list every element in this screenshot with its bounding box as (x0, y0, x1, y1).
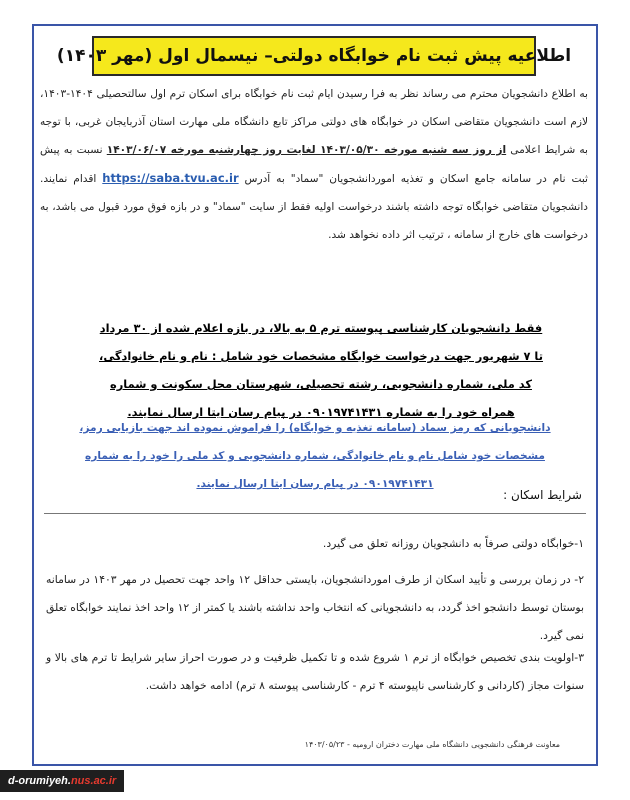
site-watermark-badge (0, 770, 124, 792)
conditions-divider (44, 513, 586, 514)
condition-item-3: ۳-اولویت بندی تخصیص خوابگاه از ترم ۱ شروع شده و تا تکمیل ظرفیت و در صورت احراز سایر شرایط تا ترم های بالا و سنوات مجاز (کاردانی و کارشناسی ناپیوسته ۴ ترم - کارشناسی پیوسته ۸ ترم) ادامه خواهد داشت. (46, 651, 585, 692)
condition-item-1: ۱-خوابگاه دولتی صرفاً به دانشجویان روزانه تعلق می گیرد. (322, 537, 584, 550)
senior-students-notice (96, 314, 546, 426)
samad-link[interactable]: https://saba.tvu.ac.ir (102, 171, 239, 185)
password-recovery-text: دانشجویانی که رمز سماد (سامانه تغذیه و خوابگاه) را فراموش نموده اند جهت بازیابی رمز، مشخصات خود شامل نام و نام خانوادگی، شماره دانشجویی و کد ملی را خود را به شماره ۰۹۰۱۹۷۴۱۴۳۱ در پیام رسان ایتا ارسال نمایند. (79, 422, 551, 490)
intro-text-1: به اطلاع دانشجویان محترم می رساند نظر به فرا رسیدن ایام ثبت نام خوابگاه برای اسکان ترم اول سالتحصیلی ۱۴۰۴-۱۴۰۳، لازم است دانشجویان متقاضی اسکان در خوابگاه های دولتی مراکز تابع دانشگاه ملی مهارت استان آذربایجان غربی، با توجه به شرایط اعلامی (40, 88, 588, 156)
conditions-heading: شرایط اسکان : (503, 488, 582, 502)
footer-signature: معاونت فرهنگی دانشجویی دانشگاه ملی مهارت دختران ارومیه - ۱۴۰۳/۰۵/۲۳ (304, 740, 560, 749)
password-recovery-notice (60, 414, 570, 498)
intro-text-3: اقدام نمایند. دانشجویان متقاضی خوابگاه توجه داشته باشند درخواست اولیه فقط از سایت "سماد" و در بازه فوق مورد قبول می باشد، به درخواست های خارج از سامانه ، ترتیب اثر داده نخواهد شد. (40, 173, 588, 241)
senior-students-text: فقط دانشجویان کارشناسی پیوسته ترم ۵ به بالا، در بازه اعلام شده از ۳۰ مرداد تا ۷ شهریور جهت درخواست خوابگاه مشخصات خود شامل : نام و نام خانوادگی، کد ملی، شماره دانشجویی، رشته تحصیلی، شهرستان محل سکونت و شماره همراه خود را به شماره ۰۹۰۱۹۷۴۱۴۳۱ در پیام رسان ایتا ارسال نمایند. (99, 321, 543, 419)
site-badge-main: d-orumiyeh. (8, 775, 71, 787)
registration-date-range: از روز سه شنبه مورخه ۱۴۰۳/۰۵/۳۰ لغایت روز چهارشنبه مورخه ۱۴۰۳/۰۶/۰۷ (106, 144, 507, 156)
intro-text-2: نسبت به پیش ثبت نام در سامانه جامع اسکان و تغذیه اموردانشجویان "سماد" به آدرس (40, 144, 588, 185)
announcement-title-box (56, 36, 572, 76)
intro-paragraph (40, 80, 588, 249)
site-badge-domain: nus.ac.ir (70, 775, 117, 787)
announcement-title: اطلاعیه پیش ثبت نام خوابگاه دولتی– نیسمال اول (مهر ۱۴۰۳) (56, 46, 572, 66)
condition-item-2: ۲- در زمان بررسی و تأیید اسکان از طرف اموردانشجویان، بایستی حداقل ۱۲ واحد جهت تحصیل در مهر ۱۴۰۳ در سامانه بوستان توسط دانشجو اخذ گردد، به دانشجویانی که انتخاب واحد نداشته باشند یا کمتر از ۱۲ واحد اخذ نمایند خوابگاه تعلق نمی گیرد. (46, 573, 585, 642)
